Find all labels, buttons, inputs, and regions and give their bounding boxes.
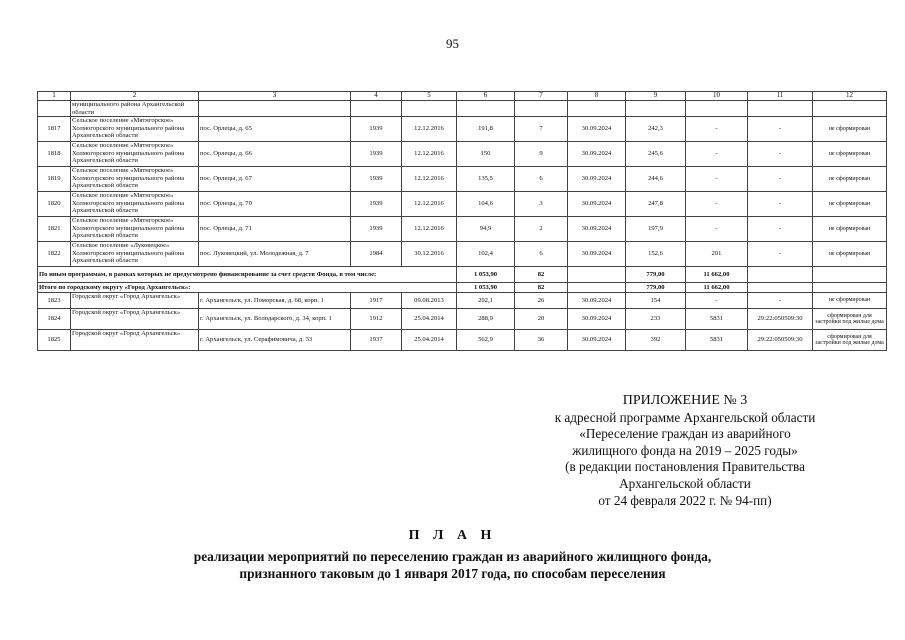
table-cell [748,101,813,117]
table-cell: 25.04.2014 [402,309,457,330]
table-cell: 12.12.2016 [402,167,457,192]
table-cell: - [686,117,748,142]
table-cell: Городской округ «Город Архангельск» [71,309,199,330]
table-cell [38,101,71,117]
subtotal-cell: 1 053,90 [457,283,515,293]
table-cell: 6 [515,242,568,267]
table-cell: пос. Орлецы, д. 70 [199,192,351,217]
table-cell: 1818 [38,142,71,167]
table-cell: 6 [515,167,568,192]
plan-subtitle [0,548,905,582]
table-cell: 1823 [38,293,71,309]
table-cell: 1819 [38,167,71,192]
table-row [38,242,887,267]
appendix-line: «Переселение граждан из аварийного [579,426,791,442]
page-number: 95 [446,36,459,51]
table-cell: 30.09.2024 [568,293,626,309]
table-cell [457,101,515,117]
subtotal-cell: 779,00 [626,267,686,283]
appendix-line: к адресной программе Архангельской области [554,409,816,425]
table-cell: 1820 [38,192,71,217]
table-cell: не сформирован [813,142,887,167]
table-cell: 135,5 [457,167,515,192]
table-cell: 1822 [38,242,71,267]
subtotal-label: Итого по городскому округу «Город Архангельск»: [38,283,457,293]
table-cell: 30.09.2024 [568,217,626,242]
table-cell: 09.08.2013 [402,293,457,309]
subtotal-cell [568,283,626,293]
table-cell: не сформирован [813,293,887,309]
table-cell: 1825 [38,330,71,351]
table-cell: 242,3 [626,117,686,142]
table-cell: 1824 [38,309,71,330]
appendix-line: жилищного фонда на 2019 – 2025 годы» [572,442,798,458]
resettlement-table [37,91,887,351]
table-cell: 30.09.2024 [568,192,626,217]
table-cell: 25.04.2014 [402,330,457,351]
appendix-line: (в редакции постановления Правительства [565,459,805,475]
subtotal-cell: 82 [515,283,568,293]
table-cell: 1939 [351,117,402,142]
table-cell: Сельское поселение «Мятнгорское» Холмогорского муниципального района Архангельской области [71,142,199,167]
table-cell: Сельское поселение «Луковецкое» Холмогорского муниципального района Архангельской области [71,242,199,267]
table-cell: 152,6 [626,242,686,267]
table-cell: 1939 [351,142,402,167]
table-cell: пос. Орлецы, д. 65 [199,117,351,142]
table-row [38,309,887,330]
table-cell: 104,6 [457,192,515,217]
table-cell: 94,9 [457,217,515,242]
table-cell: - [748,293,813,309]
subtotal-cell: 82 [515,267,568,283]
table-cell: не сформирован [813,167,887,192]
table-cell: 29:22:050509:30 [748,309,813,330]
table-cell [813,101,887,117]
table-cell: 244,6 [626,167,686,192]
table-row [38,217,887,242]
table-cell: 12.12.2016 [402,217,457,242]
subtotal-cell [748,283,813,293]
table-cell: 30.09.2024 [568,167,626,192]
table-row [38,330,887,351]
table-cell [686,101,748,117]
table-cell: 20 [515,309,568,330]
table-cell [351,101,402,117]
column-number-cell: 4 [351,92,402,101]
table-header-row [38,92,887,101]
table-cell: - [686,192,748,217]
table-row [38,101,887,117]
table-cell: 1937 [351,330,402,351]
table-cell: 30.09.2024 [568,309,626,330]
column-number-cell: 7 [515,92,568,101]
table-cell: 30.12.2016 [402,242,457,267]
appendix-block [530,393,840,509]
table-cell: 1939 [351,167,402,192]
subtotal-cell: 11 662,00 [686,267,748,283]
table-cell: 392 [626,330,686,351]
table-cell: г. Архангельск, ул. Серафимовича, д. 33 [199,330,351,351]
table-cell: 12.12.2016 [402,117,457,142]
table-cell: Сельское поселение «Мятнгорское» Холмогорского муниципального района Архангельской области [71,217,199,242]
table-cell: - [748,242,813,267]
table-cell: 191,8 [457,117,515,142]
table-cell: пос. Орлецы, д. 66 [199,142,351,167]
table-cell: 30.09.2024 [568,117,626,142]
table-cell: 29:22:050509:30 [748,330,813,351]
table-cell: пос. Орлецы, д. 67 [199,167,351,192]
column-number-cell: 6 [457,92,515,101]
table-cell: Городской округ «Город Архангельск» [71,293,199,309]
table-cell: 7 [515,117,568,142]
subtotal-cell [748,267,813,283]
table-cell: 5831 [686,309,748,330]
table-cell: не сформирован [813,217,887,242]
plan-subtitle-line: признанного таковым до 1 января 2017 года, по способам переселения [239,566,666,581]
table-cell: г. Архангельск, ул. Володарского, д. 34, корп. 1 [199,309,351,330]
table-cell: 2 [515,217,568,242]
subtotal-cell [813,283,887,293]
column-number-cell: 3 [199,92,351,101]
plan-subtitle-line: реализации мероприятий по переселению граждан из аварийного жилищного фонда, [193,549,712,564]
table-cell: 197,9 [626,217,686,242]
table-cell: 288,9 [457,309,515,330]
table-cell: 30.09.2024 [568,142,626,167]
table-cell: 1917 [351,293,402,309]
table-cell: 154 [626,293,686,309]
table-cell: Сельское поселение «Мятнгорское» Холмогорского муниципального района Архангельской области [71,167,199,192]
column-number-cell: 2 [71,92,199,101]
appendix-line: Архангельской области [619,475,751,491]
table-row [38,117,887,142]
table-cell: - [748,192,813,217]
subtotal-cell [568,267,626,283]
table-cell: не сформирован [813,242,887,267]
table-cell: - [686,293,748,309]
table-cell: Городской округ «Город Архангельск» [71,330,199,351]
table-cell [626,101,686,117]
column-number-cell: 11 [748,92,813,101]
table-cell: 1912 [351,309,402,330]
table-cell: 5831 [686,330,748,351]
subtotal-row [38,267,887,283]
column-number-cell: 8 [568,92,626,101]
table-cell: - [748,217,813,242]
table-cell: 233 [626,309,686,330]
table-cell: 3 [515,192,568,217]
column-number-cell: 5 [402,92,457,101]
table-cell: 26 [515,293,568,309]
column-number-cell: 10 [686,92,748,101]
table-cell: - [748,142,813,167]
table-cell: г. Архангельск, ул. Поморская, д. 68, корп. 1 [199,293,351,309]
table-cell: 30.09.2024 [568,242,626,267]
table-cell: сформирован для застройки под жилые дома [813,330,887,351]
subtotal-cell: 1 053,90 [457,267,515,283]
table-cell: Сельское поселение «Мятнгорское» Холмогорского муниципального района Архангельской области [71,192,199,217]
table-cell: 202,1 [457,293,515,309]
table-cell: 12.12.2016 [402,142,457,167]
table-cell: - [686,217,748,242]
table-cell: - [686,167,748,192]
column-number-cell: 9 [626,92,686,101]
table-cell: 102,4 [457,242,515,267]
table-row [38,167,887,192]
table-cell: - [686,142,748,167]
subtotal-cell: 11 662,00 [686,283,748,293]
table-cell: 562,9 [457,330,515,351]
subtotal-row [38,283,887,293]
table-cell: 1817 [38,117,71,142]
table-cell: 36 [515,330,568,351]
plan-heading: П Л А Н [408,528,497,543]
table-cell: не сформирован [813,117,887,142]
table-cell: 245,6 [626,142,686,167]
table-cell: - [748,167,813,192]
appendix-line: от 24 февраля 2022 г. № 94-пп) [598,492,772,508]
table-cell [568,101,626,117]
table-cell: 150 [457,142,515,167]
table-cell: 247,8 [626,192,686,217]
table-cell: Сельское поселение «Мятнгорское» Холмогорского муниципального района Архангельской области [71,117,199,142]
table-cell [515,101,568,117]
table-cell: не сформирован [813,192,887,217]
table-cell: 201 [686,242,748,267]
table-row [38,142,887,167]
column-number-cell: 12 [813,92,887,101]
table-cell: пос. Орлецы, д. 71 [199,217,351,242]
table-cell: сформирован для застройки под жилые дома [813,309,887,330]
table-row [38,293,887,309]
table-cell: муниципального района Архангельской области [71,101,199,117]
table-cell: 9 [515,142,568,167]
subtotal-cell [813,267,887,283]
subtotal-cell: 779,00 [626,283,686,293]
table-cell: 1821 [38,217,71,242]
table-cell: 1984 [351,242,402,267]
table-cell: - [748,117,813,142]
table-cell: 30.09.2024 [568,330,626,351]
table-cell: 1939 [351,192,402,217]
table-cell: 1939 [351,217,402,242]
table-cell [402,101,457,117]
column-number-cell: 1 [38,92,71,101]
subtotal-label: По иным программам, в рамках которых не предусмотрено финансирование за счет средств Фонда, в том числе: [38,267,457,283]
table-cell [199,101,351,117]
table-cell: пос. Луковецкий, ул. Молодежная, д. 7 [199,242,351,267]
table-row [38,192,887,217]
appendix-title: ПРИЛОЖЕНИЕ № 3 [622,393,748,408]
table-cell: 12.12.2016 [402,192,457,217]
